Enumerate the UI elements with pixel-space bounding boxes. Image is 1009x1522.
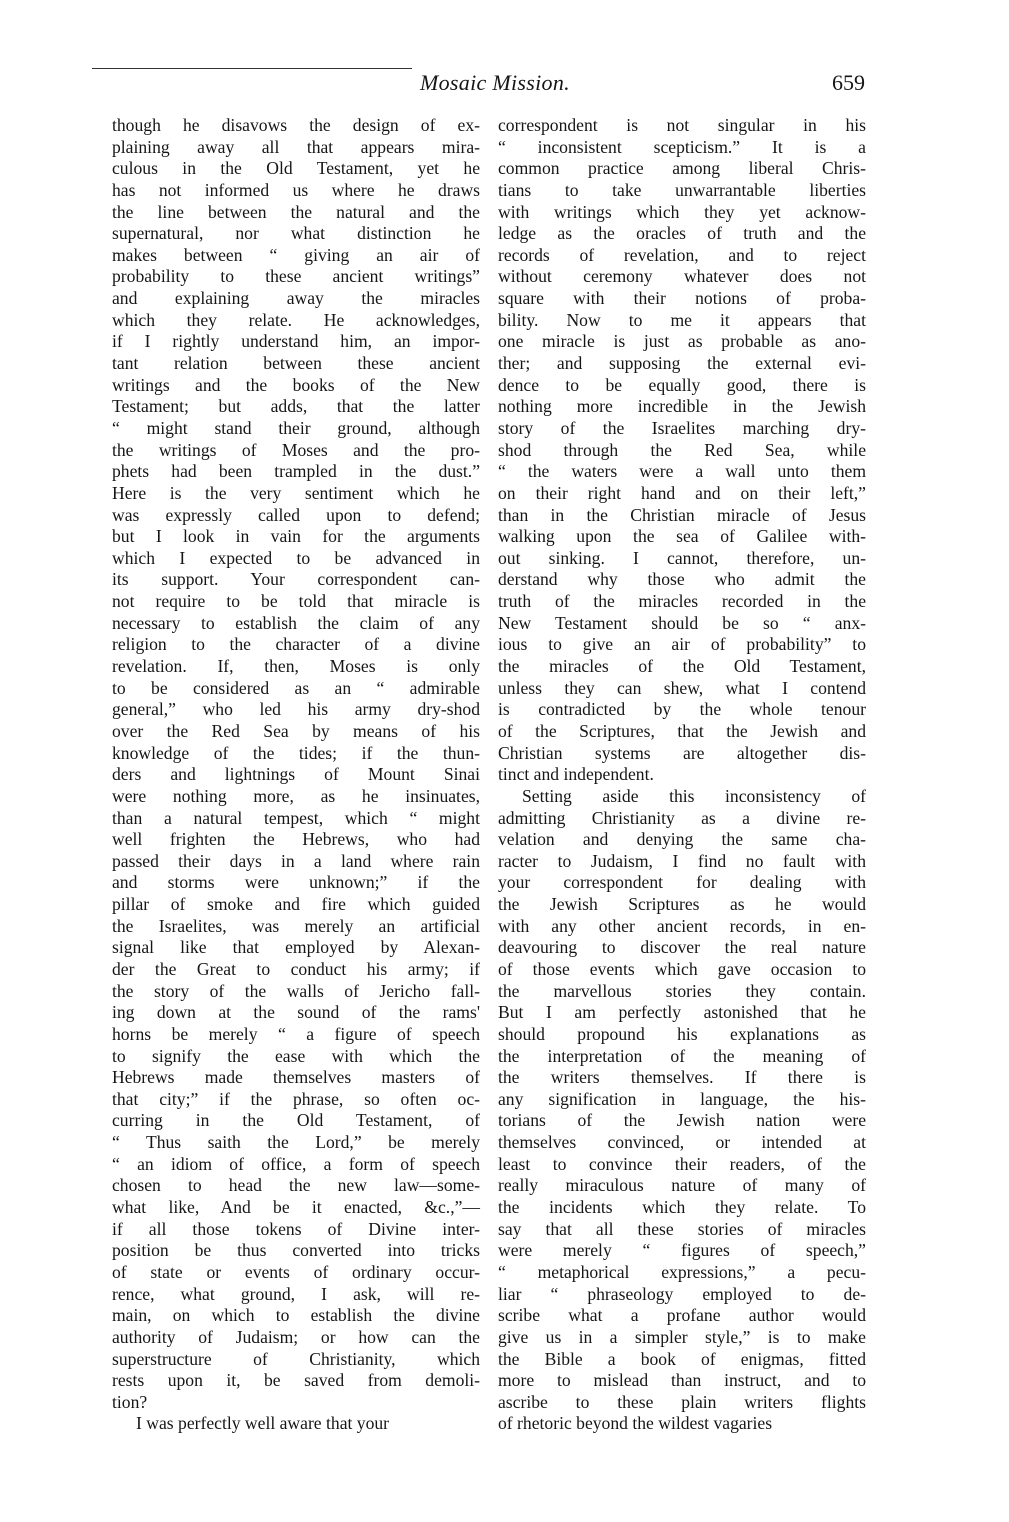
text-line: common practice among liberal Chris- — [498, 158, 866, 179]
text-line: truth of the miracles recorded in the — [498, 591, 866, 612]
text-line: probability to these ancient writings” — [112, 266, 480, 287]
text-line: which I expected to be advanced in — [112, 547, 480, 568]
text-line: “ the waters were a wall unto them — [498, 461, 866, 482]
text-line: the line between the natural and the — [112, 201, 480, 222]
text-line: and storms were unknown;” if the — [112, 872, 480, 893]
text-line: but I look in vain for the arguments — [112, 526, 480, 547]
text-line: bility. Now to me it appears that — [498, 309, 866, 330]
text-line: of the Scriptures, that the Jewish and — [498, 720, 866, 741]
text-line: was expressly called upon to defend; — [112, 504, 480, 525]
text-line: I was perfectly well aware that your — [136, 1413, 390, 1434]
text-line: revelation. If, then, Moses is only — [112, 656, 480, 677]
text-line: not require to be told that miracle is — [112, 591, 480, 612]
text-line: writings and the books of the New — [112, 374, 480, 395]
text-line: the story of the walls of Jericho fall- — [112, 980, 480, 1001]
text-line: superstructure of Christianity, which — [112, 1348, 480, 1369]
text-line: the Bible a book of enigmas, fitted — [498, 1348, 866, 1369]
text-line: plaining away all that appears mira- — [112, 136, 480, 157]
text-line: without ceremony whatever does not — [498, 266, 866, 287]
text-line: position be thus converted into tricks — [112, 1240, 480, 1261]
text-line: pillar of smoke and fire which guided — [112, 894, 480, 915]
text-line: if I rightly understand him, an impor- — [112, 331, 480, 352]
text-line: ledge as the oracles of truth and the — [498, 223, 866, 244]
text-line: dence to be equally good, there is — [498, 374, 866, 395]
text-line: “ an idiom of office, a form of speech — [112, 1153, 480, 1174]
text-line: chosen to head the new law—some- — [112, 1175, 480, 1196]
text-line: torians of the Jewish nation were — [498, 1110, 866, 1131]
text-line: “ might stand their ground, although — [112, 417, 480, 438]
text-line: the Jewish Scriptures as he would — [498, 894, 866, 915]
text-line: any signification in language, the his- — [498, 1088, 866, 1109]
text-line: to be considered as an “ admirable — [112, 677, 480, 698]
text-line: authority of Judaism; or how can the — [112, 1326, 480, 1347]
text-line: necessary to establish the claim of any — [112, 612, 480, 633]
text-line: signal like that employed by Alexan- — [112, 937, 480, 958]
text-line: of rhetoric beyond the wildest vagaries — [498, 1413, 773, 1434]
text-line: that city;” if the phrase, so often oc- — [112, 1088, 480, 1109]
text-line: than in the Christian miracle of Jesus — [498, 504, 866, 525]
text-line: the marvellous stories they contain. — [498, 980, 866, 1001]
text-line: rests upon it, be saved from demoli- — [112, 1370, 480, 1391]
left-column — [112, 115, 480, 1435]
text-line: records of revelation, and to reject — [498, 244, 866, 265]
text-line: which they relate. He acknowledges, — [112, 309, 480, 330]
header-rule — [92, 68, 412, 69]
text-line: walking upon the sea of Galilee with- — [498, 526, 866, 547]
text-line: horns be merely “ a figure of speech — [112, 1023, 480, 1044]
text-line: ther; and supposing the external evi- — [498, 353, 866, 374]
text-line: knowledge of the tides; if the thun- — [112, 742, 480, 763]
text-line: your correspondent for dealing with — [498, 872, 866, 893]
text-line: on their right hand and on their left,” — [498, 482, 866, 503]
text-line: general,” who led his army dry-shod — [112, 699, 480, 720]
text-line: the incidents which they relate. To — [498, 1197, 866, 1218]
page-number: 659 — [832, 70, 865, 95]
right-column — [498, 115, 866, 1435]
text-line: ascribe to these plain writers flights — [498, 1391, 866, 1412]
text-line: Here is the very sentiment which he — [112, 482, 480, 503]
text-line: its support. Your correspondent can- — [112, 569, 480, 590]
text-line: der the Great to conduct his army; if — [112, 958, 480, 979]
text-line: well frighten the Hebrews, who had — [112, 829, 480, 850]
text-line: Christian systems are altogether dis- — [498, 742, 866, 763]
running-title: Mosaic Mission. — [420, 70, 570, 95]
text-line: phets had been trampled in the dust.” — [112, 461, 480, 482]
text-line: one miracle is just as probable as ano- — [498, 331, 866, 352]
text-line: New Testament should be so “ anx- — [498, 612, 866, 633]
text-line: tians to take unwarrantable liberties — [498, 179, 866, 200]
text-line: the miracles of the Old Testament, — [498, 656, 866, 677]
text-line: themselves convinced, or intended at — [498, 1132, 866, 1153]
text-line: scribe what a profane author would — [498, 1305, 866, 1326]
text-line: shod through the Red Sea, while — [498, 439, 866, 460]
text-line: religion to the character of a divine — [112, 634, 480, 655]
text-line: curring in the Old Testament, of — [112, 1110, 480, 1131]
text-line: ious to give an air of probability” to — [498, 634, 866, 655]
text-line: has not informed us where he draws — [112, 179, 480, 200]
text-line: out sinking. I cannot, therefore, un- — [498, 547, 866, 568]
text-line: racter to Judaism, I find no fault with — [498, 850, 866, 871]
text-line: is contradicted by the whole tenour — [498, 699, 866, 720]
text-line: say that all these stories of miracles — [498, 1218, 866, 1239]
text-line: unless they can shew, what I contend — [498, 677, 866, 698]
text-line: if all those tokens of Divine inter- — [112, 1218, 480, 1239]
text-line: though he disavows the design of ex- — [112, 115, 480, 135]
text-line: ders and lightnings of Mount Sinai — [112, 764, 480, 785]
text-line: tinct and independent. — [498, 764, 654, 785]
text-line: the writers themselves. If there is — [498, 1067, 866, 1088]
text-line: correspondent is not singular in his — [498, 115, 866, 135]
text-line: were nothing more, as he insinuates, — [112, 785, 480, 806]
text-line: Hebrews made themselves masters of — [112, 1067, 480, 1088]
text-line: really miraculous nature of many of — [498, 1175, 866, 1196]
text-line: ing down at the sound of the rams' — [112, 1002, 480, 1023]
text-line: rence, what ground, I ask, will re- — [112, 1283, 480, 1304]
text-line: the Israelites, was merely an artificial — [112, 915, 480, 936]
text-line: with any other ancient records, in en- — [498, 915, 866, 936]
text-line: velation and denying the same cha- — [498, 829, 866, 850]
text-line: culous in the Old Testament, yet he — [112, 158, 480, 179]
text-line: main, on which to establish the divine — [112, 1305, 480, 1326]
text-line: what like, And be it enacted, &c.,”— — [112, 1197, 480, 1218]
text-line: “ inconsistent scepticism.” It is a — [498, 136, 866, 157]
text-line: more to mislead than instruct, and to — [498, 1370, 866, 1391]
text-line: Testament; but adds, that the latter — [112, 396, 480, 417]
text-line: and explaining away the miracles — [112, 288, 480, 309]
text-line: “ metaphorical expressions,” a pecu- — [498, 1261, 866, 1282]
text-line: tion? — [112, 1391, 148, 1412]
text-line: derstand why those who admit the — [498, 569, 866, 590]
text-line: deavouring to discover the real nature — [498, 937, 866, 958]
text-line: of those events which gave occasion to — [498, 958, 866, 979]
text-line: story of the Israelites marching dry- — [498, 417, 866, 438]
text-line: But I am perfectly astonished that he — [498, 1002, 866, 1023]
text-line: to signify the ease with which the — [112, 1045, 480, 1066]
text-line: liar “ phraseology employed to de- — [498, 1283, 866, 1304]
text-line: should propound his explanations as — [498, 1023, 866, 1044]
text-line: the interpretation of the meaning of — [498, 1045, 866, 1066]
text-line: makes between “ giving an air of — [112, 244, 480, 265]
text-line: than a natural tempest, which “ might — [112, 807, 480, 828]
text-line: Setting aside this inconsistency of — [522, 785, 866, 806]
text-line: “ Thus saith the Lord,” be merely — [112, 1132, 480, 1153]
text-line: least to convince their readers, of the — [498, 1153, 866, 1174]
text-line: give us in a simpler style,” is to make — [498, 1326, 866, 1347]
text-line: were merely “ figures of speech,” — [498, 1240, 866, 1261]
text-line: nothing more incredible in the Jewish — [498, 396, 866, 417]
text-line: the writings of Moses and the pro- — [112, 439, 480, 460]
text-line: over the Red Sea by means of his — [112, 720, 480, 741]
text-line: tant relation between these ancient — [112, 353, 480, 374]
text-line: square with their notions of proba- — [498, 288, 866, 309]
text-line: of state or events of ordinary occur- — [112, 1261, 480, 1282]
text-line: passed their days in a land where rain — [112, 850, 480, 871]
text-line: with writings which they yet acknow- — [498, 201, 866, 222]
text-line: admitting Christianity as a divine re- — [498, 807, 866, 828]
text-line: supernatural, nor what distinction he — [112, 223, 480, 244]
